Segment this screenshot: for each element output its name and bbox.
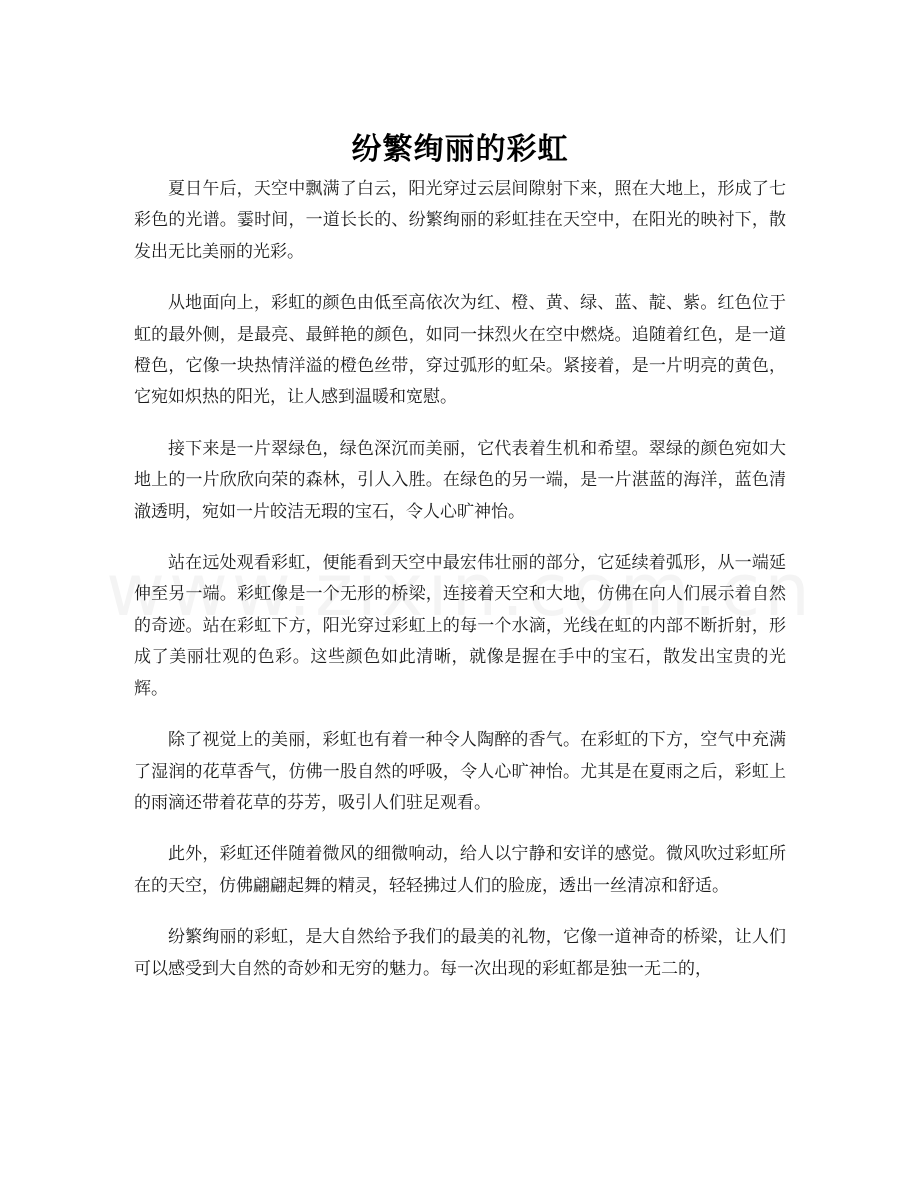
paragraph-5: 除了视觉上的美丽，彩虹也有着一种令人陶醉的香气。在彩虹的下方，空气中充满了湿润的花草香气，仿佛一股自然的呼吸，令人心旷神怡。尤其是在夏雨之后，彩虹上的雨滴还带着花草的芬芳，吸引人们驻足观看。 — [134, 730, 786, 813]
paragraph-3: 接下来是一片翠绿色，绿色深沉而美丽，它代表着生机和希望。翠绿的颜色宛如大地上的一片欣欣向荣的森林，引人入胜。在绿色的另一端，是一片湛蓝的海洋，蓝色清澈透明，宛如一片皎洁无瑕的宝石，令人心旷神怡。 — [134, 438, 786, 522]
page-title: 纷繁绚丽的彩虹 — [351, 132, 569, 168]
document-body — [134, 174, 786, 1005]
paragraph-1: 夏日午后，天空中飘满了白云，阳光穿过云层间隙射下来，照在大地上，形成了七彩色的光谱。霎时间，一道长长的、纷繁绚丽的彩虹挂在天空中，在阳光的映衬下，散发出无比美丽的光彩。 — [134, 179, 786, 262]
paragraph-7: 纷繁绚丽的彩虹，是大自然给予我们的最美的礼物，它像一道神奇的桥梁，让人们可以感受到大自然的奇妙和无穷的魅力。每一次出现的彩虹都是独一无二的， — [134, 927, 786, 979]
paragraph-6: 此外，彩虹还伴随着微风的细微响动，给人以宁静和安详的感觉。微风吹过彩虹所在的天空，仿佛翩翩起舞的精灵，轻轻拂过人们的脸庞，透出一丝清凉和舒适。 — [134, 844, 786, 896]
paragraph-4: 站在远处观看彩虹，便能看到天空中最宏伟壮丽的部分，它延续着弧形，从一端延伸至另一端。彩虹像是一个无形的桥梁，连接着天空和大地，仿佛在向人们展示着自然的奇迹。站在彩虹下方，阳光穿过彩虹上的每一个水滴，光线在虹的内部不断折射，形成了美丽壮观的色彩。这些颜色如此清晰，就像是握在手中的宝石，散发出宝贵的光辉。 — [134, 553, 786, 699]
paragraph-2: 从地面向上，彩虹的颜色由低至高依次为红、橙、黄、绿、蓝、靛、紫。红色位于虹的最外侧，是最亮、最鲜艳的颜色，如同一抹烈火在空中燃烧。追随着红色，是一道橙色，它像一块热情洋溢的橙色丝带，穿过弧形的虹朵。紧接着，是一片明亮的黄色，它宛如炽热的阳光，让人感到温暖和宽慰。 — [134, 293, 786, 408]
